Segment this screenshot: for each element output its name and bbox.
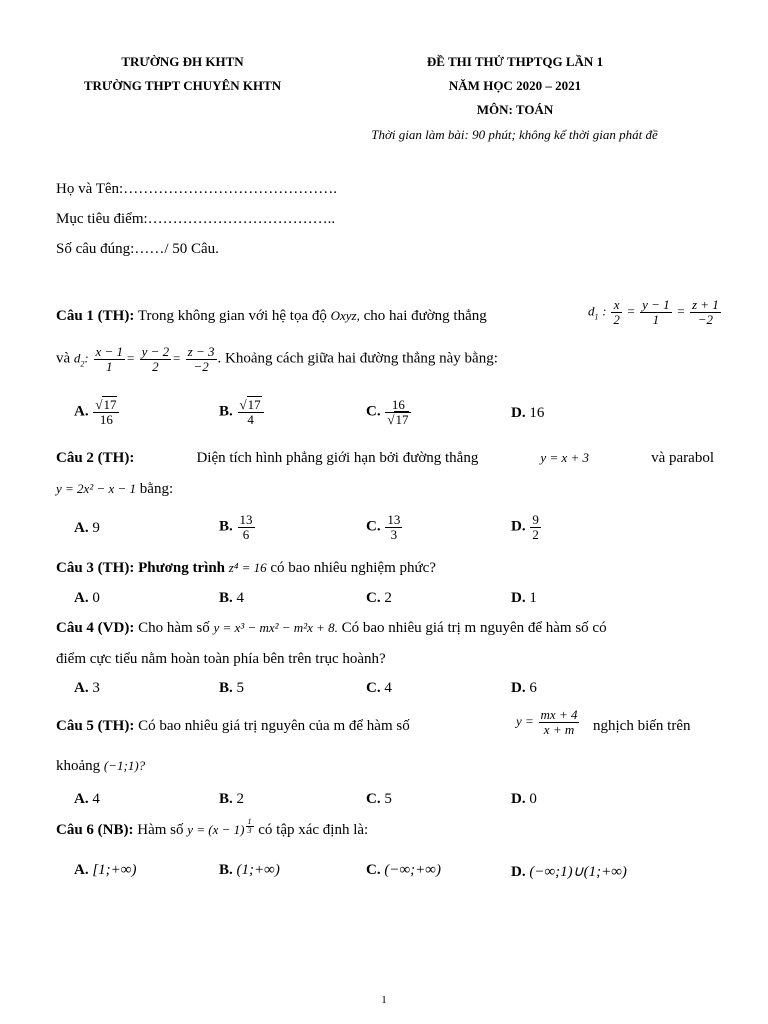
- q1-d1-sub: 1: [594, 312, 599, 322]
- q5-text-a: Có bao nhiêu giá trị nguyên của m để hàm số: [138, 718, 410, 734]
- question-4: [56, 620, 607, 637]
- q1-frac-y: $\frac{y - 1}{1}$: [642, 297, 670, 327]
- q1-option-b[interactable]: B. $\frac{√17}{4}$: [219, 398, 265, 426]
- exam-title: ĐỀ THI THỬ THPTQG LẦN 1: [426, 54, 604, 69]
- q6-text-a: Hàm số: [137, 822, 184, 838]
- q5-option-b[interactable]: B. 2: [219, 791, 245, 807]
- q2-line-eq: y = x + 3: [540, 450, 590, 465]
- q5-line-2: [56, 758, 145, 775]
- question-2: [56, 450, 716, 467]
- q1-option-d[interactable]: D. 16: [511, 405, 545, 421]
- q5-y-eq: y =: [516, 713, 534, 729]
- q1-d1: d: [588, 303, 595, 319]
- q4-text-b: Có bao nhiêu giá trị m nguyên để hàm số có: [341, 620, 607, 636]
- q1-va: và: [56, 350, 71, 367]
- q5-option-a[interactable]: A. 4: [74, 791, 100, 807]
- question-5: [56, 708, 716, 748]
- q2-text-a: Diện tích hình phẳng giới hạn bởi đường thẳng: [196, 450, 479, 466]
- q3-text-b: có bao nhiêu nghiệm phức?: [270, 560, 436, 576]
- question-3: [56, 560, 436, 577]
- q1-line2-text: . Khoảng cách giữa hai đường thẳng này bằng:: [217, 350, 498, 367]
- q4-option-c[interactable]: C. 4: [366, 680, 392, 696]
- q6-option-b[interactable]: B. (1;+∞): [219, 862, 280, 878]
- q1-d2-frac-z: $\frac{z - 3}{-2}$: [187, 344, 215, 374]
- q1-line-2: và $d_2$: $\frac{x - 1}{1}$ = $\frac{y - 2}{2}$ = $\frac{z - 3}{-2}$ . Khoảng cách giữa hai đường thẳng này bằng:: [56, 344, 498, 374]
- q6-option-c[interactable]: C. (−∞;+∞): [366, 862, 441, 878]
- q4-text-a: Cho hàm số: [138, 620, 210, 636]
- q2-parabola: y = 2x² − x − 1: [56, 481, 137, 496]
- q1-option-a[interactable]: A. $\frac{√17}{16}$: [74, 398, 120, 426]
- q3-option-d[interactable]: D. 1: [511, 590, 537, 606]
- q1-d2-frac-x: $\frac{x - 1}{1}$: [95, 344, 124, 374]
- q2-option-b[interactable]: B. $\frac{13}{6}$: [219, 512, 253, 542]
- q6-label: Câu 6 (NB):: [56, 822, 134, 838]
- q1-label: Câu 1 (TH):: [56, 308, 135, 324]
- q5-interval: (−1;1)?: [103, 758, 146, 773]
- q3-eq: z⁴ = 16: [228, 560, 267, 575]
- q6-option-a[interactable]: A. [1;+∞): [74, 862, 137, 878]
- q4-line-2: điểm cực tiểu nằm hoàn toàn phía bên trên trục hoành?: [56, 651, 386, 667]
- q1-frac-z: $\frac{z + 1}{-2}$: [691, 297, 719, 327]
- q1-option-c[interactable]: C. $\frac{16}{√17}$: [366, 398, 412, 426]
- q2-option-a[interactable]: A. 9: [74, 520, 100, 536]
- school-year: NĂM HỌC 2020 – 2021: [448, 78, 582, 93]
- q6-option-d[interactable]: D. (−∞;1)∪(1;+∞): [511, 864, 627, 880]
- q1-frac-x: $\frac{x}{2}$: [613, 297, 620, 327]
- q1-d2-sub: 2: [80, 359, 85, 369]
- q4-option-d[interactable]: D. 6: [511, 680, 537, 696]
- school-name-2: TRƯỜNG THPT CHUYÊN KHTN: [83, 78, 282, 93]
- q3-option-c[interactable]: C. 2: [366, 590, 392, 606]
- q5-fraction: $\frac{mx + 4}{x + m}$: [540, 707, 578, 737]
- q4-func: y = x³ − mx² − m²x + 8.: [213, 620, 338, 635]
- q3-label: Câu 3 (TH):: [56, 560, 135, 576]
- subject: MÔN: TOÁN: [476, 102, 554, 117]
- school-name: TRƯỜNG ĐH KHTN: [121, 54, 244, 69]
- q5-label: Câu 5 (TH):: [56, 718, 135, 734]
- q5-text-b: nghịch biến trên: [593, 718, 691, 734]
- time-note: Thời gian làm bài: 90 phút; không kể thời gian phát đề: [371, 127, 658, 142]
- q1-text-a: Trong không gian với hệ tọa độ: [137, 308, 327, 324]
- q1-d2-frac-y: $\frac{y - 2}{2}$: [141, 344, 170, 374]
- q2-option-c[interactable]: C. $\frac{13}{3}$: [366, 512, 401, 542]
- q2-text-b: và parabol: [651, 450, 714, 466]
- q1-text-b: cho hai đường thẳng: [363, 308, 487, 324]
- q2-option-d[interactable]: D. $\frac{9}{2}$: [511, 512, 539, 542]
- q5-line2-a: khoảng: [56, 758, 101, 774]
- q6-exponent: $\frac{1}{3}$: [247, 817, 252, 836]
- q2-label: Câu 2 (TH):: [56, 450, 135, 466]
- q1-d2: d: [73, 350, 81, 366]
- q4-option-a[interactable]: A. 3: [74, 680, 100, 696]
- q4-option-b[interactable]: B. 5: [219, 680, 245, 696]
- q2-line-2: [56, 481, 173, 498]
- q3-option-a[interactable]: A. 0: [74, 590, 100, 606]
- q4-label: Câu 4 (VD):: [56, 620, 135, 636]
- q6-text-b: có tập xác định là:: [258, 822, 369, 838]
- q1-oxyz: Oxyz,: [330, 308, 360, 323]
- q6-func: y = (x − 1): [187, 822, 245, 837]
- q3-text-a: Phương trình: [138, 560, 226, 576]
- q2-text-c: bằng:: [139, 481, 174, 497]
- q3-option-b[interactable]: B. 4: [219, 590, 245, 606]
- question-6: [56, 817, 369, 852]
- q5-option-d[interactable]: D. 0: [511, 791, 537, 807]
- q5-option-c[interactable]: C. 5: [366, 791, 392, 807]
- student-name-line: Họ và Tên:…………………………………….: [56, 181, 337, 197]
- target-score-line: Mục tiêu điểm:………………………………..: [56, 211, 336, 227]
- page-number: 1: [381, 994, 387, 1006]
- question-1: Câu 1 (TH): Trong không gian với hệ tọa độ Oxyz, cho hai đường thẳng $d_1$ : $\frac{x}{2}$ = $\frac{y - 1}{1}$ = $\frac{z + 1}{-2}$: [56, 297, 719, 327]
- correct-count-line: Số câu đúng:……/ 50 Câu.: [56, 241, 219, 257]
